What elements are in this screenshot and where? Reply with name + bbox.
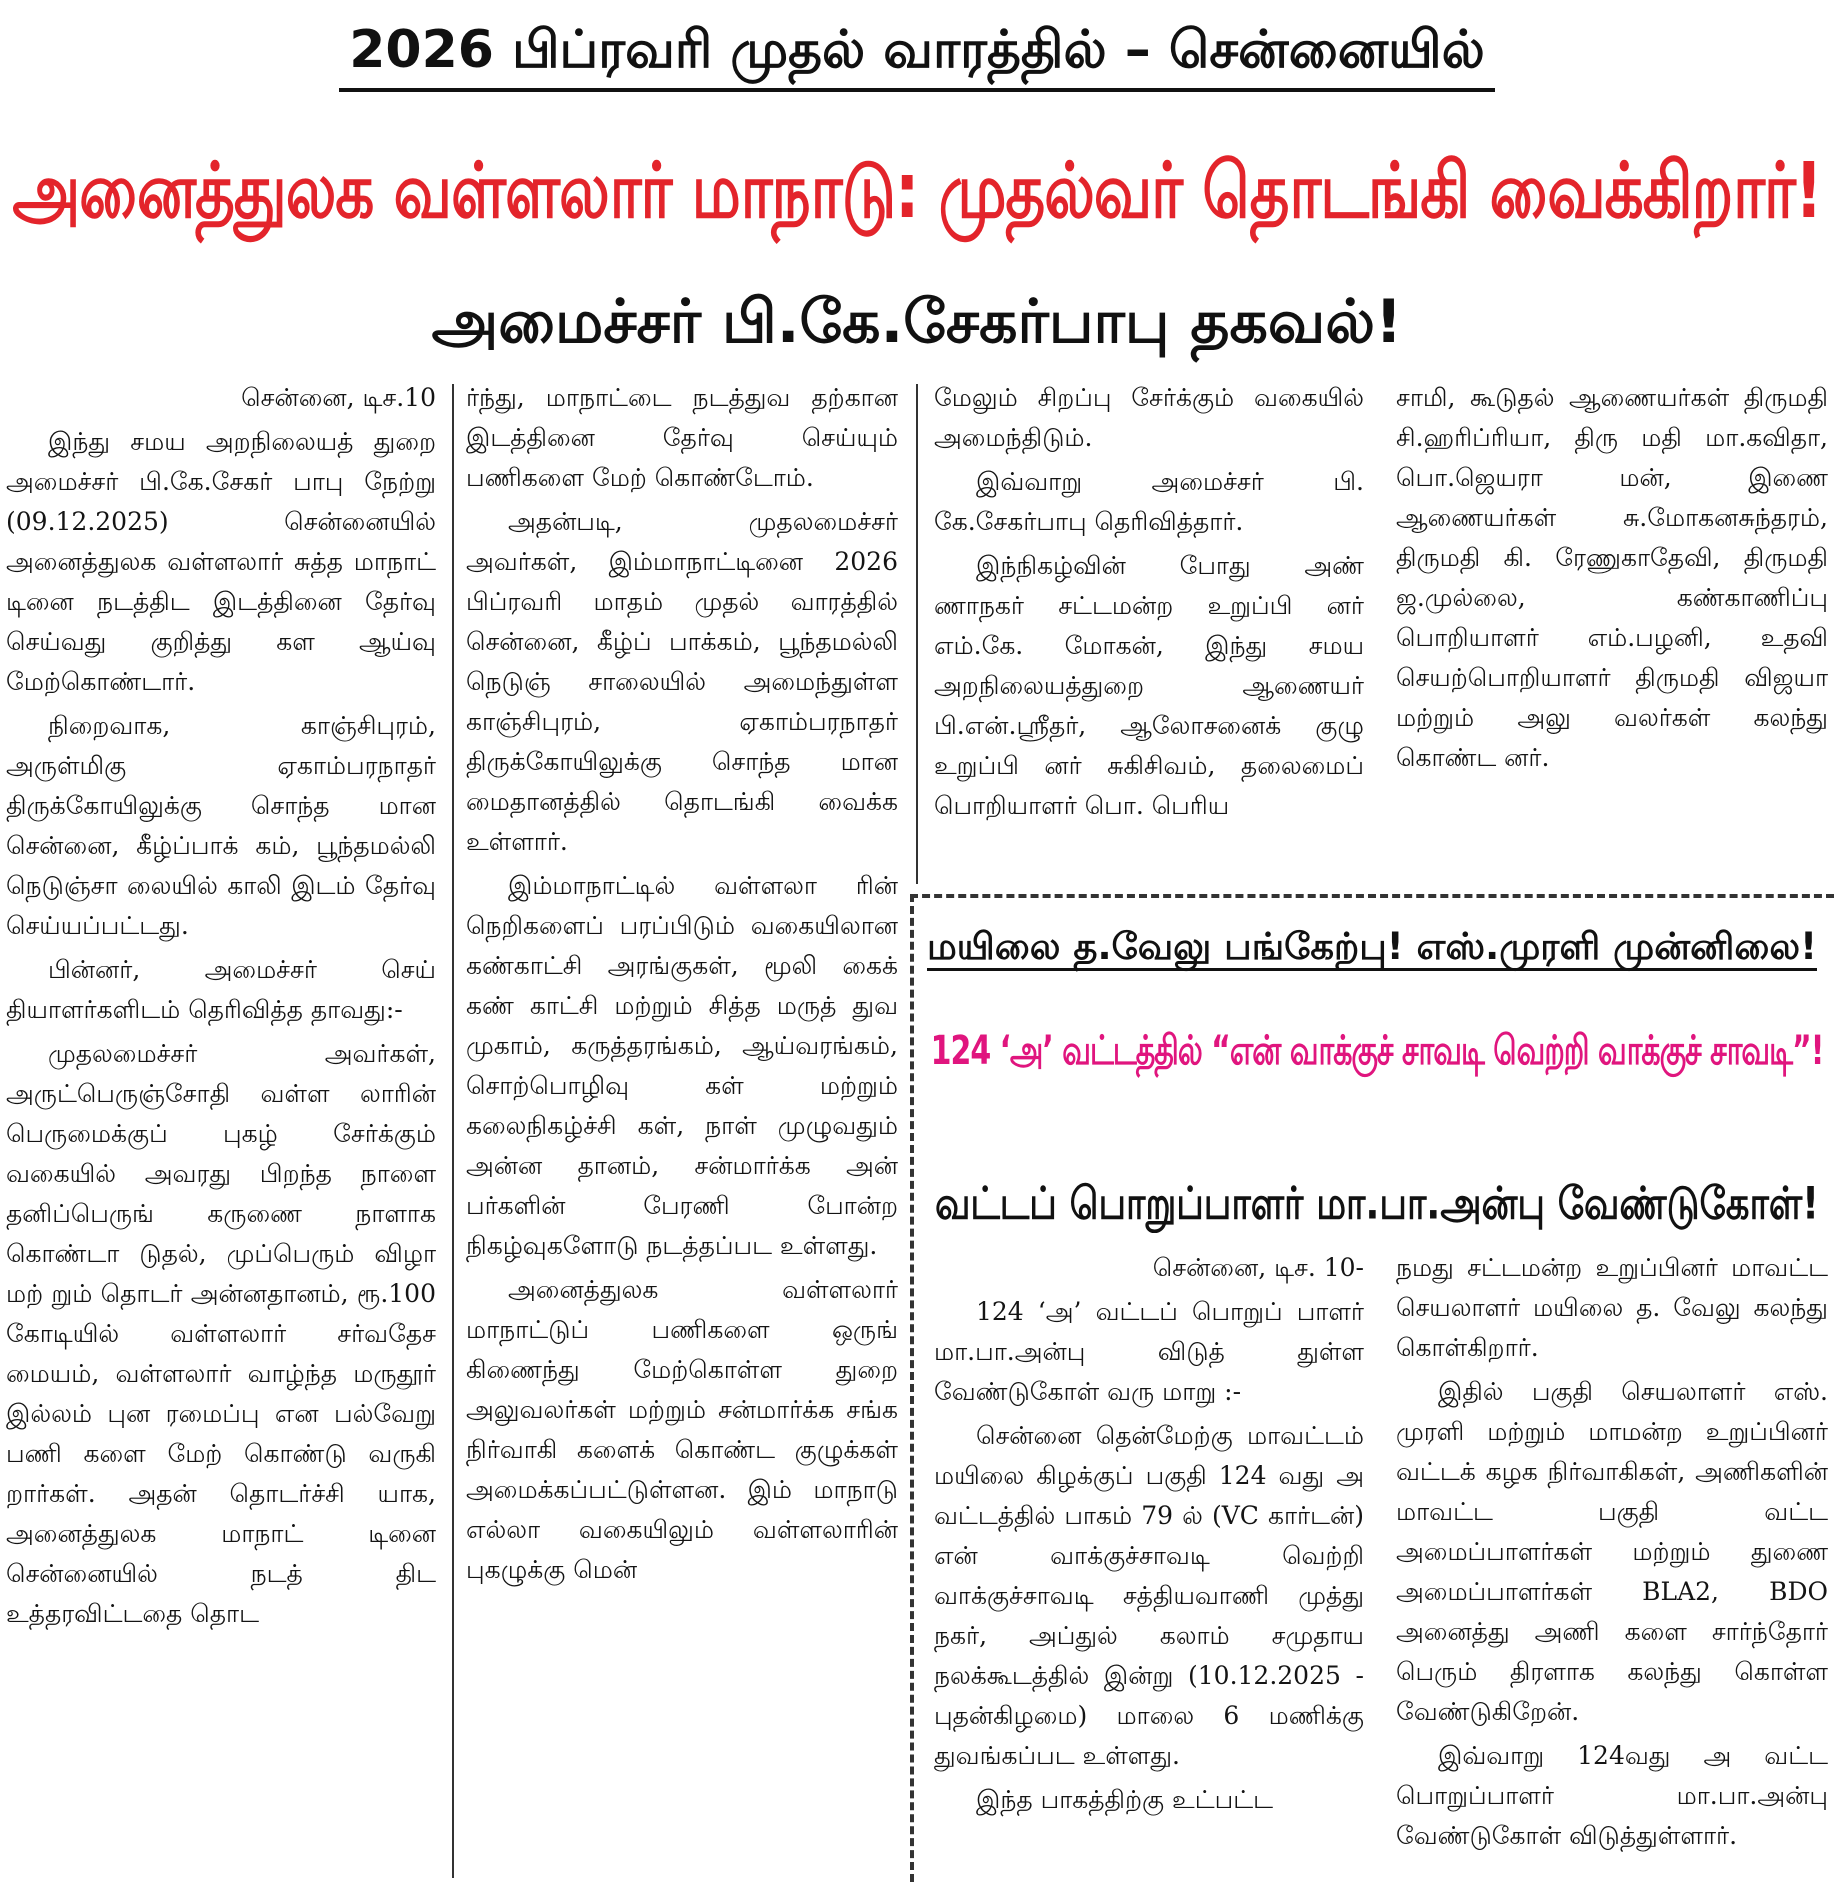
main-headline: அனைத்துலக வள்ளலார் மாநாடு: முதல்வர் தொடங்கி வைக்கிறார்! xyxy=(12,147,1822,236)
paragraph: இவ்வாறு 124வது அ வட்ட பொறுப்பாளர் மா.பா.அன்பு வேண்டுகோள் விடுத்துள்ளார். xyxy=(1396,1741,1828,1850)
dateline: சென்னை, டிச.10 xyxy=(241,383,436,412)
kicker-line xyxy=(0,14,1834,92)
paragraph: நமது சட்டமன்ற உறுப்பினர் மாவட்ட செயலாளர் மயிலை த. வேலு கலந்து கொள்கிறார். xyxy=(1396,1253,1828,1362)
paragraph: 124 ‘அ’ வட்டப் பொறுப் பாளர் மா.பா.அன்பு விடுத் துள்ள வேண்டுகோள் வரு மாறு :- xyxy=(934,1297,1364,1406)
paragraph: அதன்படி, முதலமைச்சர் அவர்கள், இம்மாநாட்டினை 2026 பிப்ரவரி மாதம் முதல் வாரத்தில் சென்னை, கீழ்ப் பாக்கம், பூந்தமல்லி நெடுஞ் சாலையில் அமைந்துள்ள காஞ்சிபுரம், ஏகாம்பரநாதர் திருக்கோயிலுக்கு சொந்த மான மைதானத்தில் தொடங்கி வைக்க உள்ளார். xyxy=(466,507,898,856)
paragraph: சென்னை தென்மேற்கு மாவட்டம் மயிலை கிழக்குப் பகுதி 124 வது அ வட்டத்தில் பாகம் 79 ல் (VC கார்டன்) என் வாக்குச்சாவடி வெற்றி வாக்குச்சாவடி சத்தியவாணி முத்து நகர், அப்துல் கலாம் சமுதாய நலக்கூடத்தில் இன்று (10.12.2025 - புதன்கிழமை) மாலை 6 மணிக்கு துவங்கப்பட உள்ளது. xyxy=(934,1421,1364,1770)
column-divider xyxy=(452,384,454,1878)
article2-kicker-text: மயிலை த.வேலு பங்கேற்பு! எஸ்.முரளி முன்னிலை! xyxy=(927,925,1817,971)
paragraph: மேலும் சிறப்பு சேர்க்கும் வகையில் அமைந்திடும். xyxy=(934,383,1364,452)
paragraph: நிறைவாக, காஞ்சிபுரம், அருள்மிகு ஏகாம்பரநாதர் திருக்கோயிலுக்கு சொந்த மான சென்னை, கீழ்ப்பாக் கம், பூந்தமல்லி நெடுஞ்சா லையில் காலி இடம் தேர்வு செய்யப்பட்டது. xyxy=(6,711,436,940)
article1-column-4 xyxy=(1396,378,1828,782)
paragraph: இதில் பகுதி செயலாளர் எஸ். முரளி மற்றும் மாமன்ற உறுப்பினர் வட்டக் கழக நிர்வாகிகள், அணிகளின் மாவட்ட பகுதி வட்ட அமைப்பாளர்கள் மற்றும் துணை அமைப்பாளர்கள் BLA2, BDO அனைத்து அணி களை சார்ந்தோர் பெரும் திரளாக கலந்து கொள்ள வேண்டுகிறேன். xyxy=(1396,1377,1828,1726)
article2-headline: 124 ‘அ’ வட்டத்தில் “என் வாக்குச் சாவடி வெற்றி வாக்குச் சாவடி”! xyxy=(930,1027,1824,1075)
dateline: சென்னை, டிச. 10- xyxy=(1152,1253,1364,1282)
article2-column-2 xyxy=(1396,1248,1828,1860)
paragraph: ர்ந்து, மாநாட்டை நடத்துவ தற்கான இடத்தினை தேர்வு செய்யும் பணிகளை மேற் கொண்டோம். xyxy=(466,383,898,492)
sub-headline: அமைச்சர் பி.கே.சேகர்பாபு தகவல்! xyxy=(431,287,1403,357)
column-divider xyxy=(916,384,918,884)
kicker-text: 2026 பிப்ரவரி முதல் வாரத்தில் – சென்னையில் xyxy=(339,14,1495,92)
article2-column-1 xyxy=(934,1248,1364,1824)
paragraph: இந்து சமய அறநிலையத் துறை அமைச்சர் பி.கே.சேகர் பாபு நேற்று (09.12.2025) சென்னையில் அனைத்துலக வள்ளலார் சுத்த மாநாட் டினை நடத்திட இடத்தினை தேர்வு செய்வது குறித்து கள ஆய்வு மேற்கொண்டார். xyxy=(6,427,436,696)
article2-subhead: வட்டப் பொறுப்பாளர் மா.பா.அன்பு வேண்டுகோள்! xyxy=(934,1177,1820,1230)
article1-column-2 xyxy=(466,378,898,1594)
paragraph: சாமி, கூடுதல் ஆணையர்கள் திருமதி சி.ஹரிப்ரியா, திரு மதி மா.கவிதா, பொ.ஜெயரா மன், இணை ஆணையர்கள் சு.மோகனசுந்தரம், திருமதி கி. ரேணுகாதேவி, திருமதி ஜ.முல்லை, கண்காணிப்பு பொறியாளர் எம்.பழனி, உதவி செயற்பொறியாளர் திருமதி விஜயா மற்றும் அலு வலர்கள் கலந்து கொண்ட னர். xyxy=(1396,383,1828,772)
paragraph: இம்மாநாட்டில் வள்ளலா ரின் நெறிகளைப் பரப்பிடும் வகையிலான கண்காட்சி அரங்குகள், மூலி கைக் கண் காட்சி மற்றும் சித்த மருத் துவ முகாம், கருத்தரங்கம், ஆய்வரங்கம், சொற்பொழிவு கள் மற்றும் கலைநிகழ்ச்சி கள், நாள் முழுவதும் அன்ன தானம், சன்மார்க்க அன் பர்களின் பேரணி போன்ற நிகழ்வுகளோடு நடத்தப்பட உள்ளது. xyxy=(466,871,898,1260)
paragraph: பின்னர், அமைச்சர் செய் தியாளர்களிடம் தெரிவித்த தாவது:- xyxy=(6,955,436,1024)
paragraph: இந்த பாகத்திற்கு உட்பட்ட xyxy=(976,1785,1274,1814)
article1-column-1 xyxy=(6,378,436,1638)
article2-kicker xyxy=(924,922,1820,972)
article1-column-3 xyxy=(934,378,1364,830)
paragraph: இவ்வாறு அமைச்சர் பி. கே.சேகர்பாபு தெரிவித்தார். xyxy=(934,467,1364,536)
paragraph: அனைத்துலக வள்ளலார் மாநாட்டுப் பணிகளை ஒருங் கிணைந்து மேற்கொள்ள துறை அலுவலர்கள் மற்றும் சன்மார்க்க சங்க நிர்வாகி களைக் கொண்ட குழுக்கள் அமைக்கப்பட்டுள்ளன. இம் மாநாடு எல்லா வகையிலும் வள்ளலாரின் புகழுக்கு மென் xyxy=(466,1275,898,1584)
paragraph: இந்நிகழ்வின் போது அண் ணாநகர் சட்டமன்ற உறுப்பி னர் எம்.கே. மோகன், இந்து சமய அறநிலையத்துறை ஆணையர் பி.என்.ஸ்ரீதர், ஆலோசனைக் குழு உறுப்பி னர் சுகிசிவம், தலைமைப் பொறியாளர் பொ. பெரிய xyxy=(934,551,1364,820)
paragraph: முதலமைச்சர் அவர்கள், அருட்பெருஞ்சோதி வள்ள லாரின் பெருமைக்குப் புகழ் சேர்க்கும் வகையில் அவரது பிறந்த நாளை தனிப்பெருங் கருணை நாளாக கொண்டா டுதல், முப்பெரும் விழா மற் றும் தொடர் அன்னதானம், ரூ.100 கோடியில் வள்ளலார் சர்வதேச மையம், வள்ளலார் வாழ்ந்த மருதூர் இல்லம் புன ரமைப்பு என பல்வேறு பணி களை மேற் கொண்டு வருகி றார்கள். அதன் தொடர்ச்சி யாக, அனைத்துலக மாநாட் டினை சென்னையில் நடத் திட உத்தரவிட்டதை தொட xyxy=(6,1039,436,1628)
